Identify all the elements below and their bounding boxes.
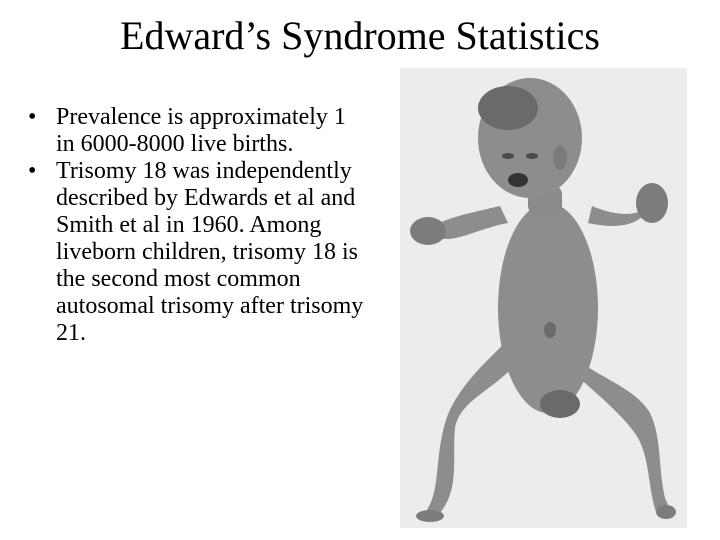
- infant-illustration: [400, 68, 687, 528]
- bullet-text-history: Trisomy 18 was independently described by Edwards et al and Smith et al in 1960. Among liveborn children, trisomy 18 is the second most common autosomal trisomy after trisomy 21.: [56, 158, 364, 346]
- bullet-text-prevalence: Prevalence is approximately 1 in 6000-8000 live births.: [56, 104, 346, 157]
- bullet-item-prevalence: [28, 104, 368, 158]
- bullet-item-history: [28, 158, 368, 347]
- bullet-marker: •: [28, 104, 37, 130]
- slide-title: Edward’s Syndrome Statistics: [120, 13, 600, 58]
- bullet-marker: •: [28, 158, 37, 184]
- infant-photo: [400, 68, 687, 528]
- bullet-list: [28, 104, 368, 347]
